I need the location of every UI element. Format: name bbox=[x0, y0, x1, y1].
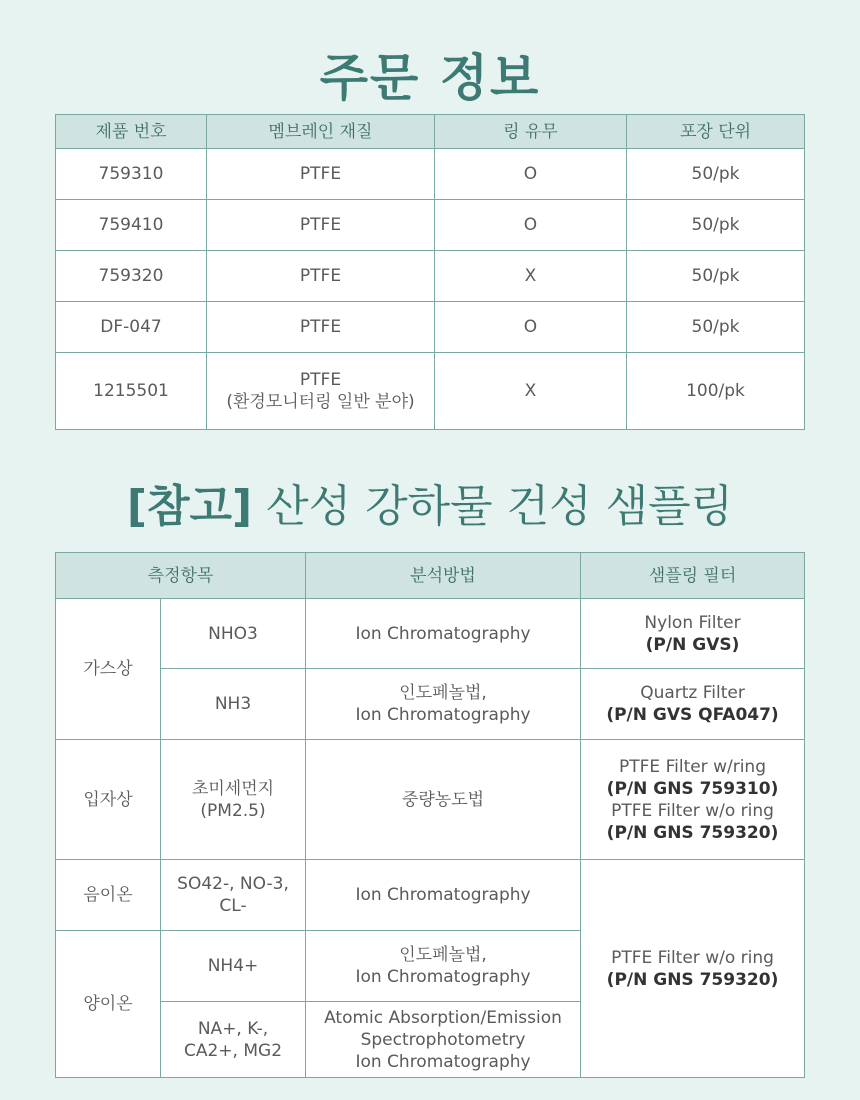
product-code: DF-047 bbox=[56, 302, 207, 353]
table-row bbox=[56, 251, 805, 302]
filter-part-number: (P/N GVS) bbox=[645, 634, 740, 655]
ring-status: X bbox=[435, 251, 627, 302]
method-aas-line2: Spectrophotometry bbox=[360, 1029, 526, 1050]
header-ring: 링 유무 bbox=[435, 115, 627, 149]
item-metals bbox=[161, 1002, 306, 1078]
item-pm-code: (PM2.5) bbox=[200, 800, 266, 821]
product-code: 1215501 bbox=[56, 353, 207, 430]
material-name: PTFE bbox=[299, 370, 342, 390]
filter-part-number: (P/N GVS QFA047) bbox=[606, 705, 779, 725]
item-metals-line2: CA2+, MG2 bbox=[183, 1040, 283, 1061]
item-anions bbox=[161, 860, 306, 931]
item-anions-line2: CL- bbox=[219, 896, 247, 916]
item-metals-line1: NA+, K-, bbox=[197, 1018, 269, 1039]
method-indophenol: 인도페놀법, bbox=[399, 683, 487, 703]
group-particle: 입자상 bbox=[56, 740, 161, 860]
filter-part-number: (P/N GNS 759320) bbox=[606, 822, 779, 843]
method-aas-ic bbox=[306, 1002, 581, 1078]
sampling-table bbox=[55, 552, 805, 1078]
item-pm25 bbox=[161, 740, 306, 860]
table-row bbox=[56, 302, 805, 353]
ring-status: X bbox=[435, 353, 627, 430]
order-table bbox=[55, 114, 805, 430]
reference-tag: [참고] bbox=[126, 481, 253, 532]
membrane-material bbox=[207, 353, 435, 430]
header-pack-unit: 포장 단위 bbox=[627, 115, 805, 149]
table-row bbox=[56, 200, 805, 251]
table-row bbox=[56, 860, 805, 931]
filter-part-number: (P/N GNS 759310) bbox=[606, 778, 779, 799]
method-ion-chromatography: Ion Chromatography bbox=[306, 599, 581, 669]
filter-name: PTFE Filter w/o ring bbox=[611, 800, 774, 821]
pack-unit: 100/pk bbox=[627, 353, 805, 430]
product-code: 759410 bbox=[56, 200, 207, 251]
table-row bbox=[56, 740, 805, 860]
membrane-material: PTFE bbox=[207, 251, 435, 302]
method-ion-chromatography: Ion Chromatography bbox=[355, 705, 531, 725]
item-pm-name: 초미세먼지 bbox=[191, 778, 275, 799]
item-nho3: NHO3 bbox=[161, 599, 306, 669]
filter-ptfe-pair bbox=[581, 740, 805, 860]
group-gas: 가스상 bbox=[56, 599, 161, 740]
method-gravimetric: 중량농도법 bbox=[306, 740, 581, 860]
filter-nylon bbox=[581, 599, 805, 669]
filter-name: PTFE Filter w/ring bbox=[619, 756, 766, 777]
material-note: (환경모니터링 일반 분야) bbox=[226, 392, 415, 412]
filter-name: Quartz Filter bbox=[640, 683, 745, 703]
pack-unit: 50/pk bbox=[627, 200, 805, 251]
filter-name: PTFE Filter w/o ring bbox=[611, 947, 774, 968]
table-row bbox=[56, 149, 805, 200]
method-ion-chromatography: Ion Chromatography bbox=[355, 967, 531, 987]
table-row bbox=[56, 353, 805, 430]
pack-unit: 50/pk bbox=[627, 302, 805, 353]
filter-part-number: (P/N GNS 759320) bbox=[606, 969, 779, 990]
product-code: 759320 bbox=[56, 251, 207, 302]
item-anions-line1: SO42-, NO-3, bbox=[177, 874, 289, 894]
header-measurement-item: 측정항목 bbox=[56, 553, 306, 599]
sampling-title-text: 산성 강하물 건성 샘플링 bbox=[252, 481, 734, 532]
ring-status: O bbox=[435, 200, 627, 251]
membrane-material: PTFE bbox=[207, 200, 435, 251]
table-row bbox=[56, 599, 805, 669]
pack-unit: 50/pk bbox=[627, 251, 805, 302]
sampling-header-row bbox=[56, 553, 805, 599]
method-indophenol: 인도페놀법, bbox=[399, 945, 487, 965]
filter-quartz bbox=[581, 669, 805, 740]
order-info-title: 주문 정보 bbox=[319, 49, 541, 107]
membrane-material: PTFE bbox=[207, 302, 435, 353]
group-anion: 음이온 bbox=[56, 860, 161, 931]
header-membrane-material: 멤브레인 재질 bbox=[207, 115, 435, 149]
method-ion-chromatography: Ion Chromatography bbox=[355, 1051, 531, 1072]
sampling-reference-title bbox=[0, 470, 860, 534]
method-indophenol-ic bbox=[306, 931, 581, 1002]
method-aas-line1: Atomic Absorption/Emission bbox=[324, 1007, 562, 1028]
product-code: 759310 bbox=[56, 149, 207, 200]
filter-ptfe-no-ring bbox=[581, 860, 805, 1078]
header-analysis-method: 분석방법 bbox=[306, 553, 581, 599]
method-ion-chromatography: Ion Chromatography bbox=[306, 860, 581, 931]
filter-name: Nylon Filter bbox=[644, 612, 741, 633]
table-row bbox=[56, 669, 805, 740]
header-sampling-filter: 샘플링 필터 bbox=[581, 553, 805, 599]
group-cation: 양이온 bbox=[56, 931, 161, 1078]
header-product-code: 제품 번호 bbox=[56, 115, 207, 149]
method-indophenol-ic bbox=[306, 669, 581, 740]
membrane-material: PTFE bbox=[207, 149, 435, 200]
ring-status: O bbox=[435, 149, 627, 200]
item-nh4: NH4+ bbox=[161, 931, 306, 1002]
item-nh3: NH3 bbox=[161, 669, 306, 740]
pack-unit: 50/pk bbox=[627, 149, 805, 200]
order-header-row bbox=[56, 115, 805, 149]
ring-status: O bbox=[435, 302, 627, 353]
